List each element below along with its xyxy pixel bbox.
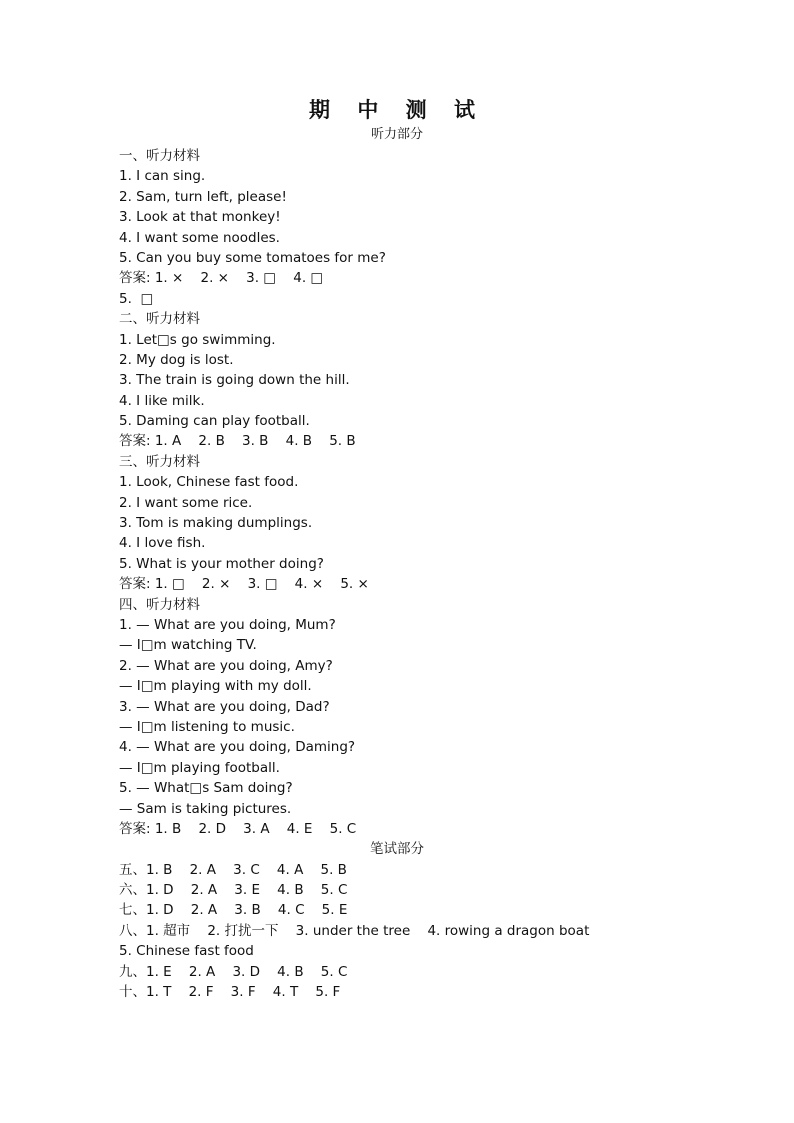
dialogue-line: 4. — What are you doing, Daming? xyxy=(119,739,356,756)
listening-section-header: 听力部分 xyxy=(370,127,423,142)
writing-section-header: 笔试部分 xyxy=(370,841,424,858)
answer-line: 答案: 1. A 2. B 3. B 4. B 5. B xyxy=(119,433,356,450)
listening-line: 4. I want some noodles. xyxy=(119,229,280,246)
section-heading: 一、听力材料 xyxy=(119,148,200,164)
listening-line: 5. Can you buy some tomatoes for me? xyxy=(119,249,386,266)
listening-line: 2. I want some rice. xyxy=(119,494,253,511)
answer-line: 答案: 1. B 2. D 3. A 4. E 5. C xyxy=(119,820,357,837)
listening-line: 4. I love fish. xyxy=(119,535,206,552)
page-title: 期 中 测 试 xyxy=(309,98,485,122)
written-answer-line: 十、1. T 2. F 3. F 4. T 5. F xyxy=(119,984,341,1001)
dialogue-line: 1. — What are you doing, Mum? xyxy=(119,616,336,633)
dialogue-line: 3. — What are you doing, Dad? xyxy=(119,698,330,715)
dialogue-line: — I□m playing football. xyxy=(119,759,280,776)
section-1 xyxy=(119,146,679,309)
listening-line: 1. Look, Chinese fast food. xyxy=(119,474,299,491)
section-3 xyxy=(119,452,679,595)
section-heading: 四、听力材料 xyxy=(119,596,200,613)
listening-line: 1. Let□s go swimming. xyxy=(119,331,276,348)
listening-line: 5. What is your mother doing? xyxy=(119,555,324,572)
listening-line: 3. The train is going down the hill. xyxy=(119,372,350,389)
dialogue-line: — Sam is taking pictures. xyxy=(119,800,292,817)
written-answer-line: 八、1. 超市 2. 打扰一下 3. under the tree 4. rowing a dragon boat xyxy=(119,922,590,939)
answer-line: 5. □ xyxy=(119,290,154,307)
listening-line: 1. I can sing. xyxy=(119,168,206,185)
written-answer-line: 5. Chinese fast food xyxy=(119,943,254,960)
written-answers xyxy=(119,860,679,1003)
listening-line: 5. Daming can play football. xyxy=(119,413,310,430)
section-heading: 三、听力材料 xyxy=(119,453,200,470)
dialogue-line: 5. — What□s Sam doing? xyxy=(119,780,293,797)
listening-line: 2. Sam, turn left, please! xyxy=(119,188,287,205)
answer-content xyxy=(119,146,679,1002)
dialogue-line: — I□m listening to music. xyxy=(119,718,295,735)
written-answer-line: 六、1. D 2. A 3. E 4. B 5. C xyxy=(119,882,348,899)
listening-line: 2. My dog is lost. xyxy=(119,351,234,368)
section-4 xyxy=(119,595,679,840)
section-2 xyxy=(119,309,679,452)
dialogue-line: — I□m playing with my doll. xyxy=(119,678,312,695)
written-answer-line: 五、1. B 2. A 3. C 4. A 5. B xyxy=(119,861,347,878)
listening-line: 3. Tom is making dumplings. xyxy=(119,515,313,532)
dialogue-line: 2. — What are you doing, Amy? xyxy=(119,657,333,674)
listening-line: 3. Look at that monkey! xyxy=(119,209,281,226)
answer-line: 答案: 1. □ 2. × 3. □ 4. × 5. × xyxy=(119,576,369,593)
written-answer-line: 七、1. D 2. A 3. B 4. C 5. E xyxy=(119,902,348,919)
written-answer-line: 九、1. E 2. A 3. D 4. B 5. C xyxy=(119,963,348,980)
answer-line: 答案: 1. × 2. × 3. □ 4. □ xyxy=(119,270,324,287)
section-heading: 二、听力材料 xyxy=(119,311,200,328)
dialogue-line: — I□m watching TV. xyxy=(119,637,257,654)
listening-line: 4. I like milk. xyxy=(119,392,205,409)
